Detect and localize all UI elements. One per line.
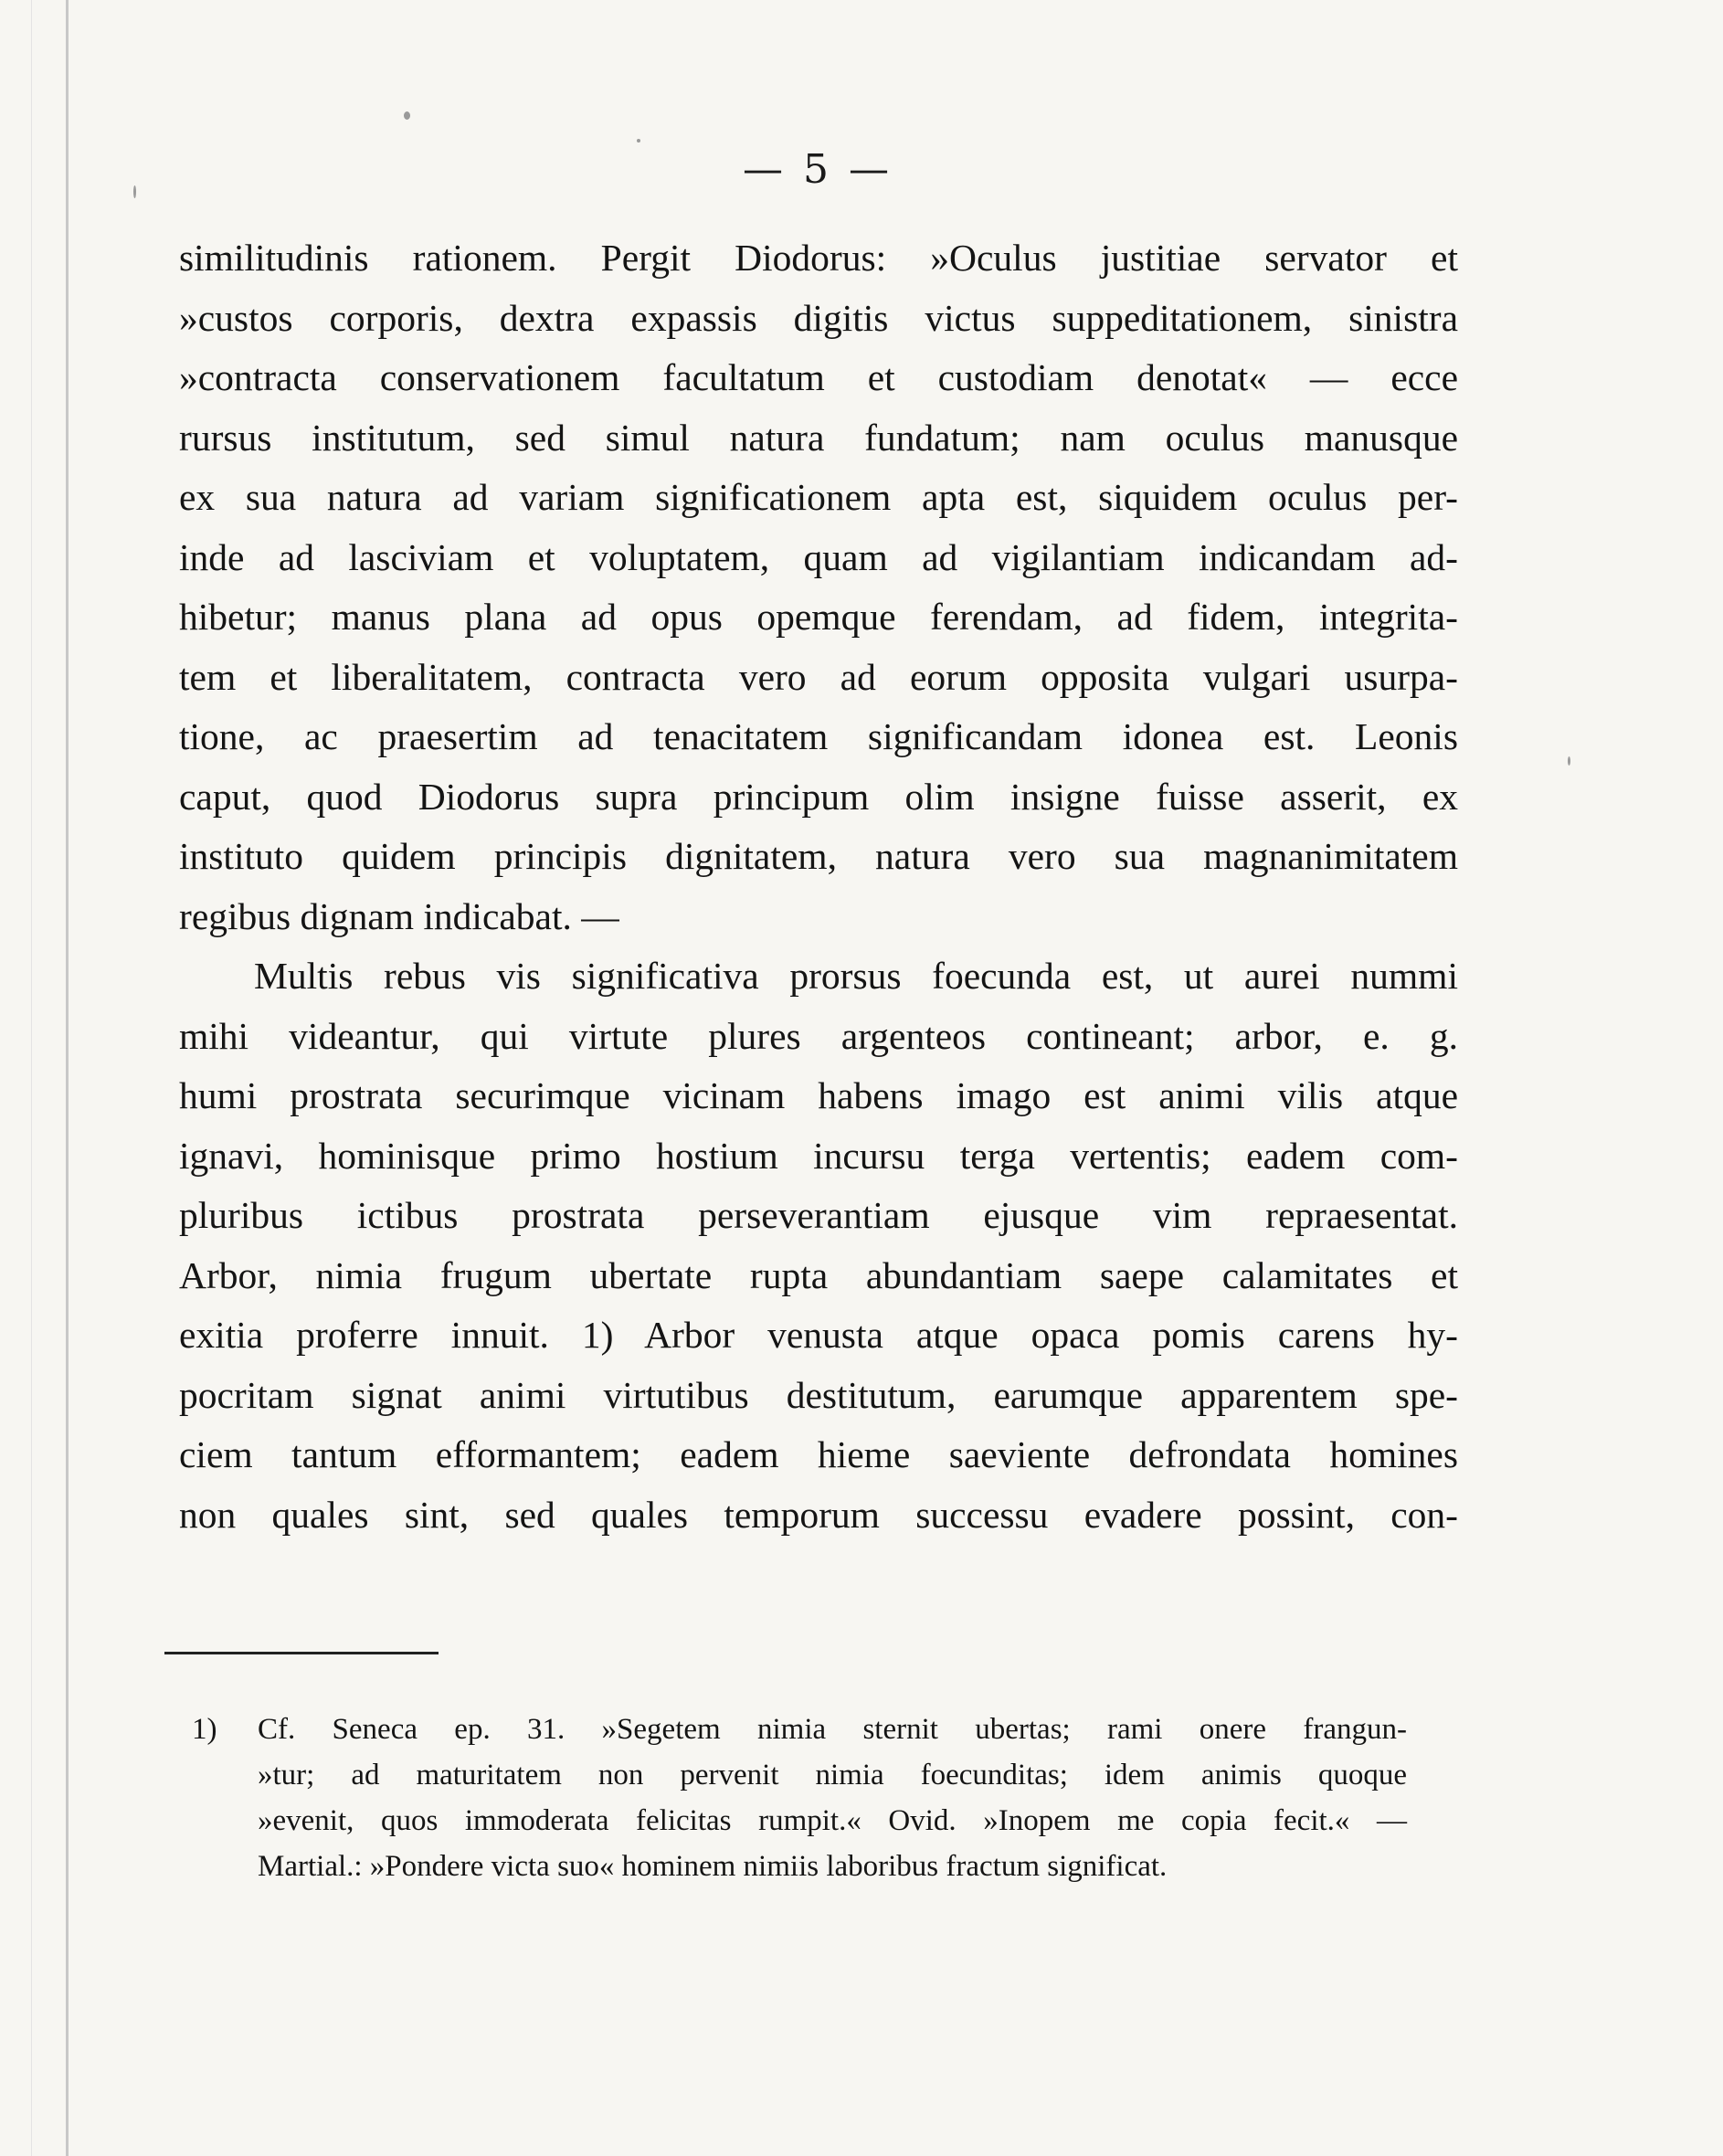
ink-speck (637, 139, 640, 143)
footnote-line: »tur; ad maturitatem non pervenit nimia foecunditas; idem animis quoque (258, 1759, 1407, 1791)
ink-speck (404, 111, 410, 120)
text-line: instituto quidem principis dignitatem, natura vero sua magnanimitatem (179, 835, 1458, 877)
footnote-line-text: Cf. Seneca ep. 31. »Segetem nimia sternit ubertas; rami onere frangun- (258, 1713, 1407, 1746)
page-number: — 5 — (743, 146, 893, 193)
text-line: similitudinis rationem. Pergit Diodorus: »Oculus justitiae servator et (179, 237, 1458, 279)
text-line: hibetur; manus plana ad opus opemque ferendam, ad fidem, integrita- (179, 596, 1458, 638)
text-line: caput, quod Diodorus supra principum olim insigne fuisse asserit, ex (179, 775, 1458, 818)
text-line: Multis rebus vis significativa prorsus foecunda est, ut aurei nummi (254, 955, 1458, 997)
text-line: »contracta conservationem facultatum et custodiam denotat« — ecce (179, 356, 1458, 398)
text-line: pocritam signat animi virtutibus destitutum, earumque apparentem spe- (179, 1373, 1458, 1416)
text-line: humi prostrata securimque vicinam habens imago est animi vilis atque (179, 1074, 1458, 1116)
footnote-line (192, 1707, 1407, 1752)
binding-edge-line (66, 0, 69, 2156)
body-text (179, 228, 1458, 1545)
text-line: ignavi, hominisque primo hostium incursu terga vertentis; eadem com- (179, 1134, 1458, 1177)
text-line: ciem tantum efformantem; eadem hieme saeviente defrondata homines (179, 1433, 1458, 1475)
text-line: Arbor, nimia frugum ubertate rupta abundantiam saepe calamitates et (179, 1253, 1458, 1296)
text-line: mihi videantur, qui virtute plures argenteos contineant; arbor, e. g. (179, 1014, 1458, 1057)
footnote-line: »evenit, quos immoderata felicitas rumpit.« Ovid. »Inopem me copia fecit.« — (258, 1804, 1407, 1837)
footnote-separator-rule (164, 1652, 439, 1654)
text-line: tione, ac praesertim ad tenacitatem significandam idonea est. Leonis (179, 715, 1458, 757)
text-line: rursus institutum, sed simul natura fundatum; nam oculus manusque (179, 416, 1458, 459)
text-line: pluribus ictibus prostrata perseverantiam ejusque vim repraesentat. (179, 1194, 1458, 1236)
text-line: »custos corporis, dextra expassis digitis victus suppeditationem, sinistra (179, 296, 1458, 339)
text-line: tem et liberalitatem, contracta vero ad eorum opposita vulgari usurpa- (179, 655, 1458, 698)
text-line: non quales sint, sed quales temporum successu evadere possint, con- (179, 1493, 1458, 1536)
text-line: ex sua natura ad variam significationem apta est, siquidem oculus per- (179, 476, 1458, 518)
ink-speck (1568, 756, 1570, 766)
page-edge-shadow (31, 0, 32, 2156)
text-line: exitia proferre innuit. 1) Arbor venusta atque opaca pomis carens hy- (179, 1314, 1458, 1356)
text-line: inde ad lasciviam et voluptatem, quam ad vigilantiam indicandam ad- (179, 535, 1458, 578)
footnote-line: Martial.: »Pondere victa suo« hominem nimiis laboribus fractum significat. (258, 1850, 1168, 1883)
footnote-mark: 1) (192, 1713, 217, 1746)
text-line: regibus dignam indicabat. — (179, 894, 619, 937)
footnote (192, 1707, 1407, 1889)
